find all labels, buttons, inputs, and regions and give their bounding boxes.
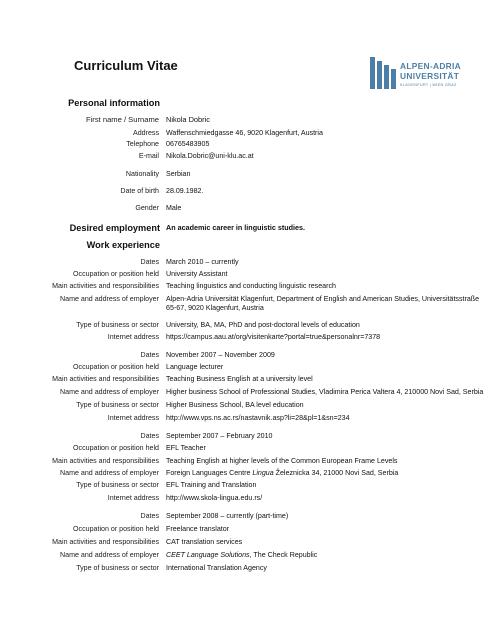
sector-label: Type of business or sector xyxy=(76,401,159,409)
personal-value: 28.09.1982. xyxy=(166,187,204,195)
internet-label: Internet address xyxy=(107,414,159,422)
job-dates: November 2007 – November 2009 xyxy=(166,351,275,359)
job-activities: CAT translation services xyxy=(166,538,243,546)
sector-label: Type of business or sector xyxy=(76,564,159,572)
job-employer: Higher business School of Professional Studies, Vladimira Perica Valtera 4, 210000 Novi Sad, Serbia xyxy=(166,388,484,396)
personal-value: Male xyxy=(166,204,182,212)
personal-label: Nationality xyxy=(125,170,159,178)
personal-value: Nikola Dobric xyxy=(166,115,210,124)
employer-label: Name and address of employer xyxy=(60,469,159,477)
job-activities: Teaching Business English at a university level xyxy=(166,375,313,383)
activities-label: Main activities and responsibilities xyxy=(52,538,159,546)
personal-value: Waffenschmiedgasse 46, 9020 Klagenfurt, Austria xyxy=(166,129,323,137)
logo-text-line3: KLAGENFURT | WIEN GRAZ xyxy=(400,83,457,87)
internet-label: Internet address xyxy=(107,494,159,502)
job-employer: Alpen-Adria Universität Klagenfurt, Department of English and American Studies, Universitätsstraße 65-67, 9020 Klagenfurt, Austria xyxy=(166,295,480,313)
internet-label: Internet address xyxy=(107,333,159,341)
personal-value: Serbian xyxy=(166,170,191,178)
personal-label: Gender xyxy=(135,204,159,212)
personal-label: Telephone xyxy=(126,140,159,148)
employer-label: Name and address of employer xyxy=(60,551,159,559)
employer-italic-text: Lingua xyxy=(252,469,274,477)
cv-title: Curriculum Vitae xyxy=(74,58,178,73)
job-activities: Teaching English at higher levels of the Common European Frame Levels xyxy=(166,457,398,465)
employer-text: Železnicka 34, 21000 Novi Sad, Serbia xyxy=(273,469,399,477)
occupation-label: Occupation or position held xyxy=(73,444,159,452)
logo-text-line2: UNIVERSITÄT xyxy=(400,71,460,81)
work-experience-heading: Work experience xyxy=(86,240,160,250)
dates-label: Dates xyxy=(140,258,159,266)
desired-employment-heading: Desired employment xyxy=(69,223,160,233)
job-dates: March 2010 – currently xyxy=(166,258,239,266)
job-dates: September 2008 – currently (part-time) xyxy=(166,512,289,520)
job-sector: Higher Business School, BA level education xyxy=(166,401,304,409)
job-occupation: Freelance translator xyxy=(166,525,230,533)
personal-label: Address xyxy=(132,129,159,137)
occupation-label: Occupation or position held xyxy=(73,270,159,278)
job-activities: Teaching linguistics and conducting linguistic research xyxy=(166,282,336,290)
dates-label: Dates xyxy=(140,351,159,359)
job-occupation: EFL Teacher xyxy=(166,444,206,452)
personal-value: 06765483905 xyxy=(166,140,210,148)
activities-label: Main activities and responsibilities xyxy=(52,375,159,383)
personal-label: E-mail xyxy=(138,152,159,160)
job-occupation: University Assistant xyxy=(166,270,228,278)
activities-label: Main activities and responsibilities xyxy=(52,457,159,465)
job-internet-link[interactable]: http://www.skola-lingua.edu.rs/ xyxy=(166,494,263,502)
sector-label: Type of business or sector xyxy=(76,481,159,489)
job-occupation: Language lecturer xyxy=(166,363,224,371)
job-sector: EFL Training and Translation xyxy=(166,481,257,489)
employer-label: Name and address of employer xyxy=(60,388,159,396)
job-internet-link[interactable]: http://www.vps.ns.ac.rs/nastavnik.asp?li=28&pl=1&sn=234 xyxy=(166,414,350,422)
dates-label: Dates xyxy=(140,512,159,520)
desired-employment-value: An academic career in linguistic studies. xyxy=(166,223,306,232)
employer-text: Foreign Languages Centre xyxy=(166,469,253,477)
job-dates: September 2007 – February 2010 xyxy=(166,432,273,440)
logo-text-line1: ALPEN-ADRIA xyxy=(400,61,461,71)
job-internet-link[interactable]: https://campus.aau.at/org/visitenkarte?portal=true&personalnr=7378 xyxy=(166,333,381,341)
occupation-label: Occupation or position held xyxy=(73,525,159,533)
personal-label: First name / Surname xyxy=(85,115,159,124)
personal-label: Date of birth xyxy=(120,187,159,195)
dates-label: Dates xyxy=(140,432,159,440)
activities-label: Main activities and responsibilities xyxy=(52,282,159,290)
job-employer xyxy=(166,551,486,560)
email-value[interactable]: Nikola.Dobric@uni-klu.ac.at xyxy=(166,152,254,160)
job-sector: University, BA, MA, PhD and post-doctoral levels of education xyxy=(166,321,360,329)
employer-label: Name and address of employer xyxy=(60,295,159,303)
personal-information-heading: Personal information xyxy=(68,98,160,108)
occupation-label: Occupation or position held xyxy=(73,363,159,371)
employer-italic-text: CEET Language Solutions xyxy=(166,551,250,559)
sector-label: Type of business or sector xyxy=(76,321,159,329)
job-sector: International Translation Agency xyxy=(166,564,267,572)
job-employer xyxy=(166,469,486,478)
employer-text: , The Check Republic xyxy=(249,551,318,559)
university-logo xyxy=(370,55,488,97)
